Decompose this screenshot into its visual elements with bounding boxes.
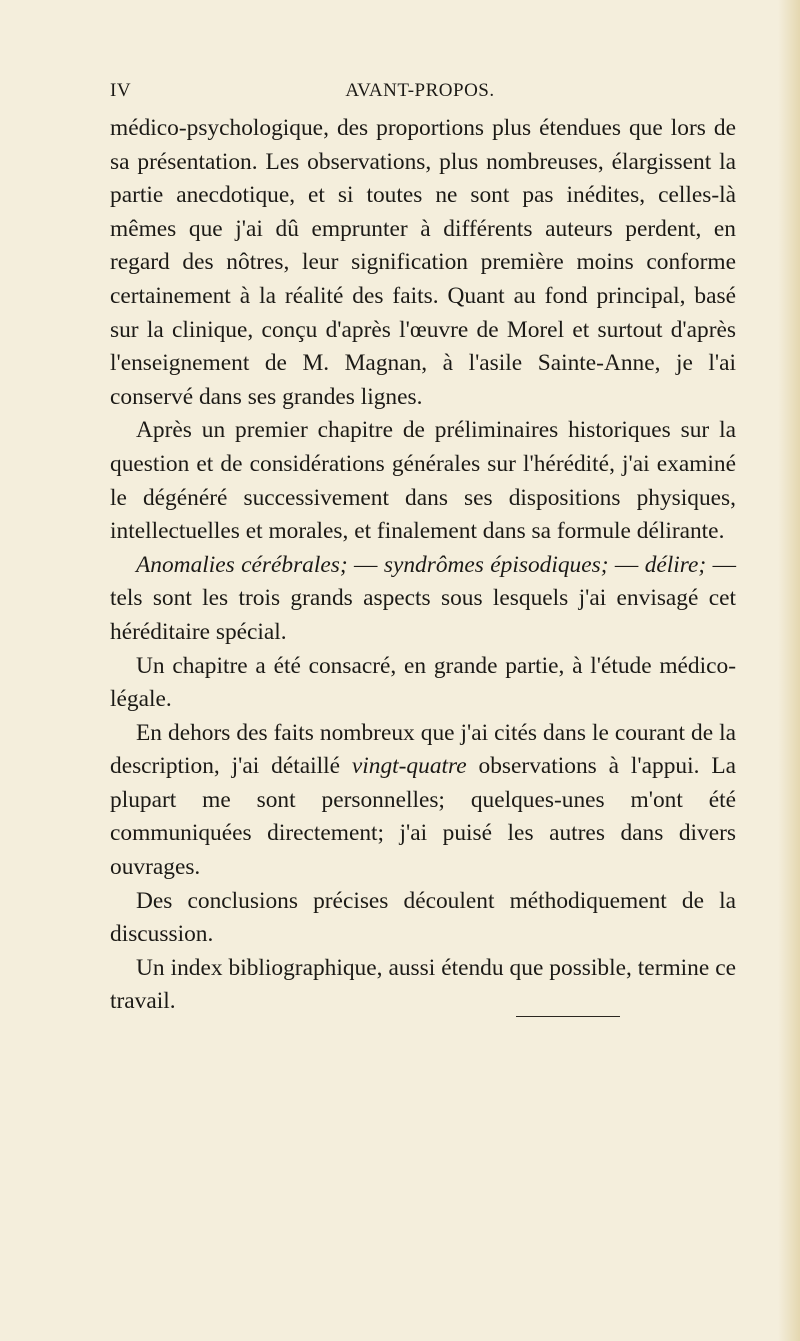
paragraph-2: Après un premier chapitre de préliminaires historiques sur la question et de considérations générales sur l'hérédité, j'ai examiné le dégénéré successivement dans ses dispositions physiques, intellectuelles et morales, et finalement dans sa formule délirante.	[110, 417, 736, 545]
running-head	[110, 80, 730, 110]
paragraph-1: médico-psychologique, des proportions plus étendues que lors de sa présentation. Les observations, plus nombreuses, élargissent la partie anecdotique, et si toutes ne sont pas inédites, celles-là mêmes que j'ai dû emprunter à différents auteurs perdent, en regard des nôtres, leur signification première moins conforme certainement à la réalité des faits. Quant au fond principal, basé sur la clinique, conçu d'après l'œuvre de Morel et surtout d'après l'enseignement de M. Magnan, à l'asile Sainte-Anne, je l'ai conservé dans ses grandes lignes.	[110, 115, 736, 410]
italic-term-syndromes: syndrômes épisodiques;	[383, 551, 609, 578]
dash-separator: —	[347, 551, 384, 578]
italic-term-vingt-quatre: vingt-quatre	[351, 753, 467, 780]
closing-rule	[516, 1016, 620, 1017]
italic-term-anomalies: Anomalies cérébrales;	[136, 551, 348, 578]
dash-separator: —	[608, 551, 645, 578]
paragraph-4: Un chapitre a été consacré, en grande partie, à l'étude médico-légale.	[110, 652, 736, 713]
paragraph-7: Un index bibliographique, aussi étendu que possible, termine ce travail.	[110, 954, 736, 1015]
paragraph-5-text-a: En dehors des faits nombreux que j'ai cités dans le courant de la description, j'ai détaillé	[110, 719, 736, 780]
paragraph-6: Des conclusions précises découlent méthodiquement de la discussion.	[110, 887, 736, 948]
paragraph-3-text: — tels sont les trois grands aspects sous lesquels j'ai envisagé cet héréditaire spécial.	[110, 551, 736, 645]
page-edge-shading	[778, 0, 800, 1341]
chapter-title: AVANT-PROPOS.	[345, 80, 495, 101]
paragraph-3	[110, 549, 736, 650]
body-text	[110, 112, 736, 1019]
italic-term-delire: délire;	[644, 551, 707, 578]
page-number: IV	[110, 80, 132, 101]
paragraph-5	[110, 717, 736, 885]
paragraph-5-text-b: observations à l'appui. La plupart me sont personnelles; quelques-unes m'ont été communiquées directement; j'ai puisé les autres dans divers ouvrages.	[110, 753, 736, 881]
